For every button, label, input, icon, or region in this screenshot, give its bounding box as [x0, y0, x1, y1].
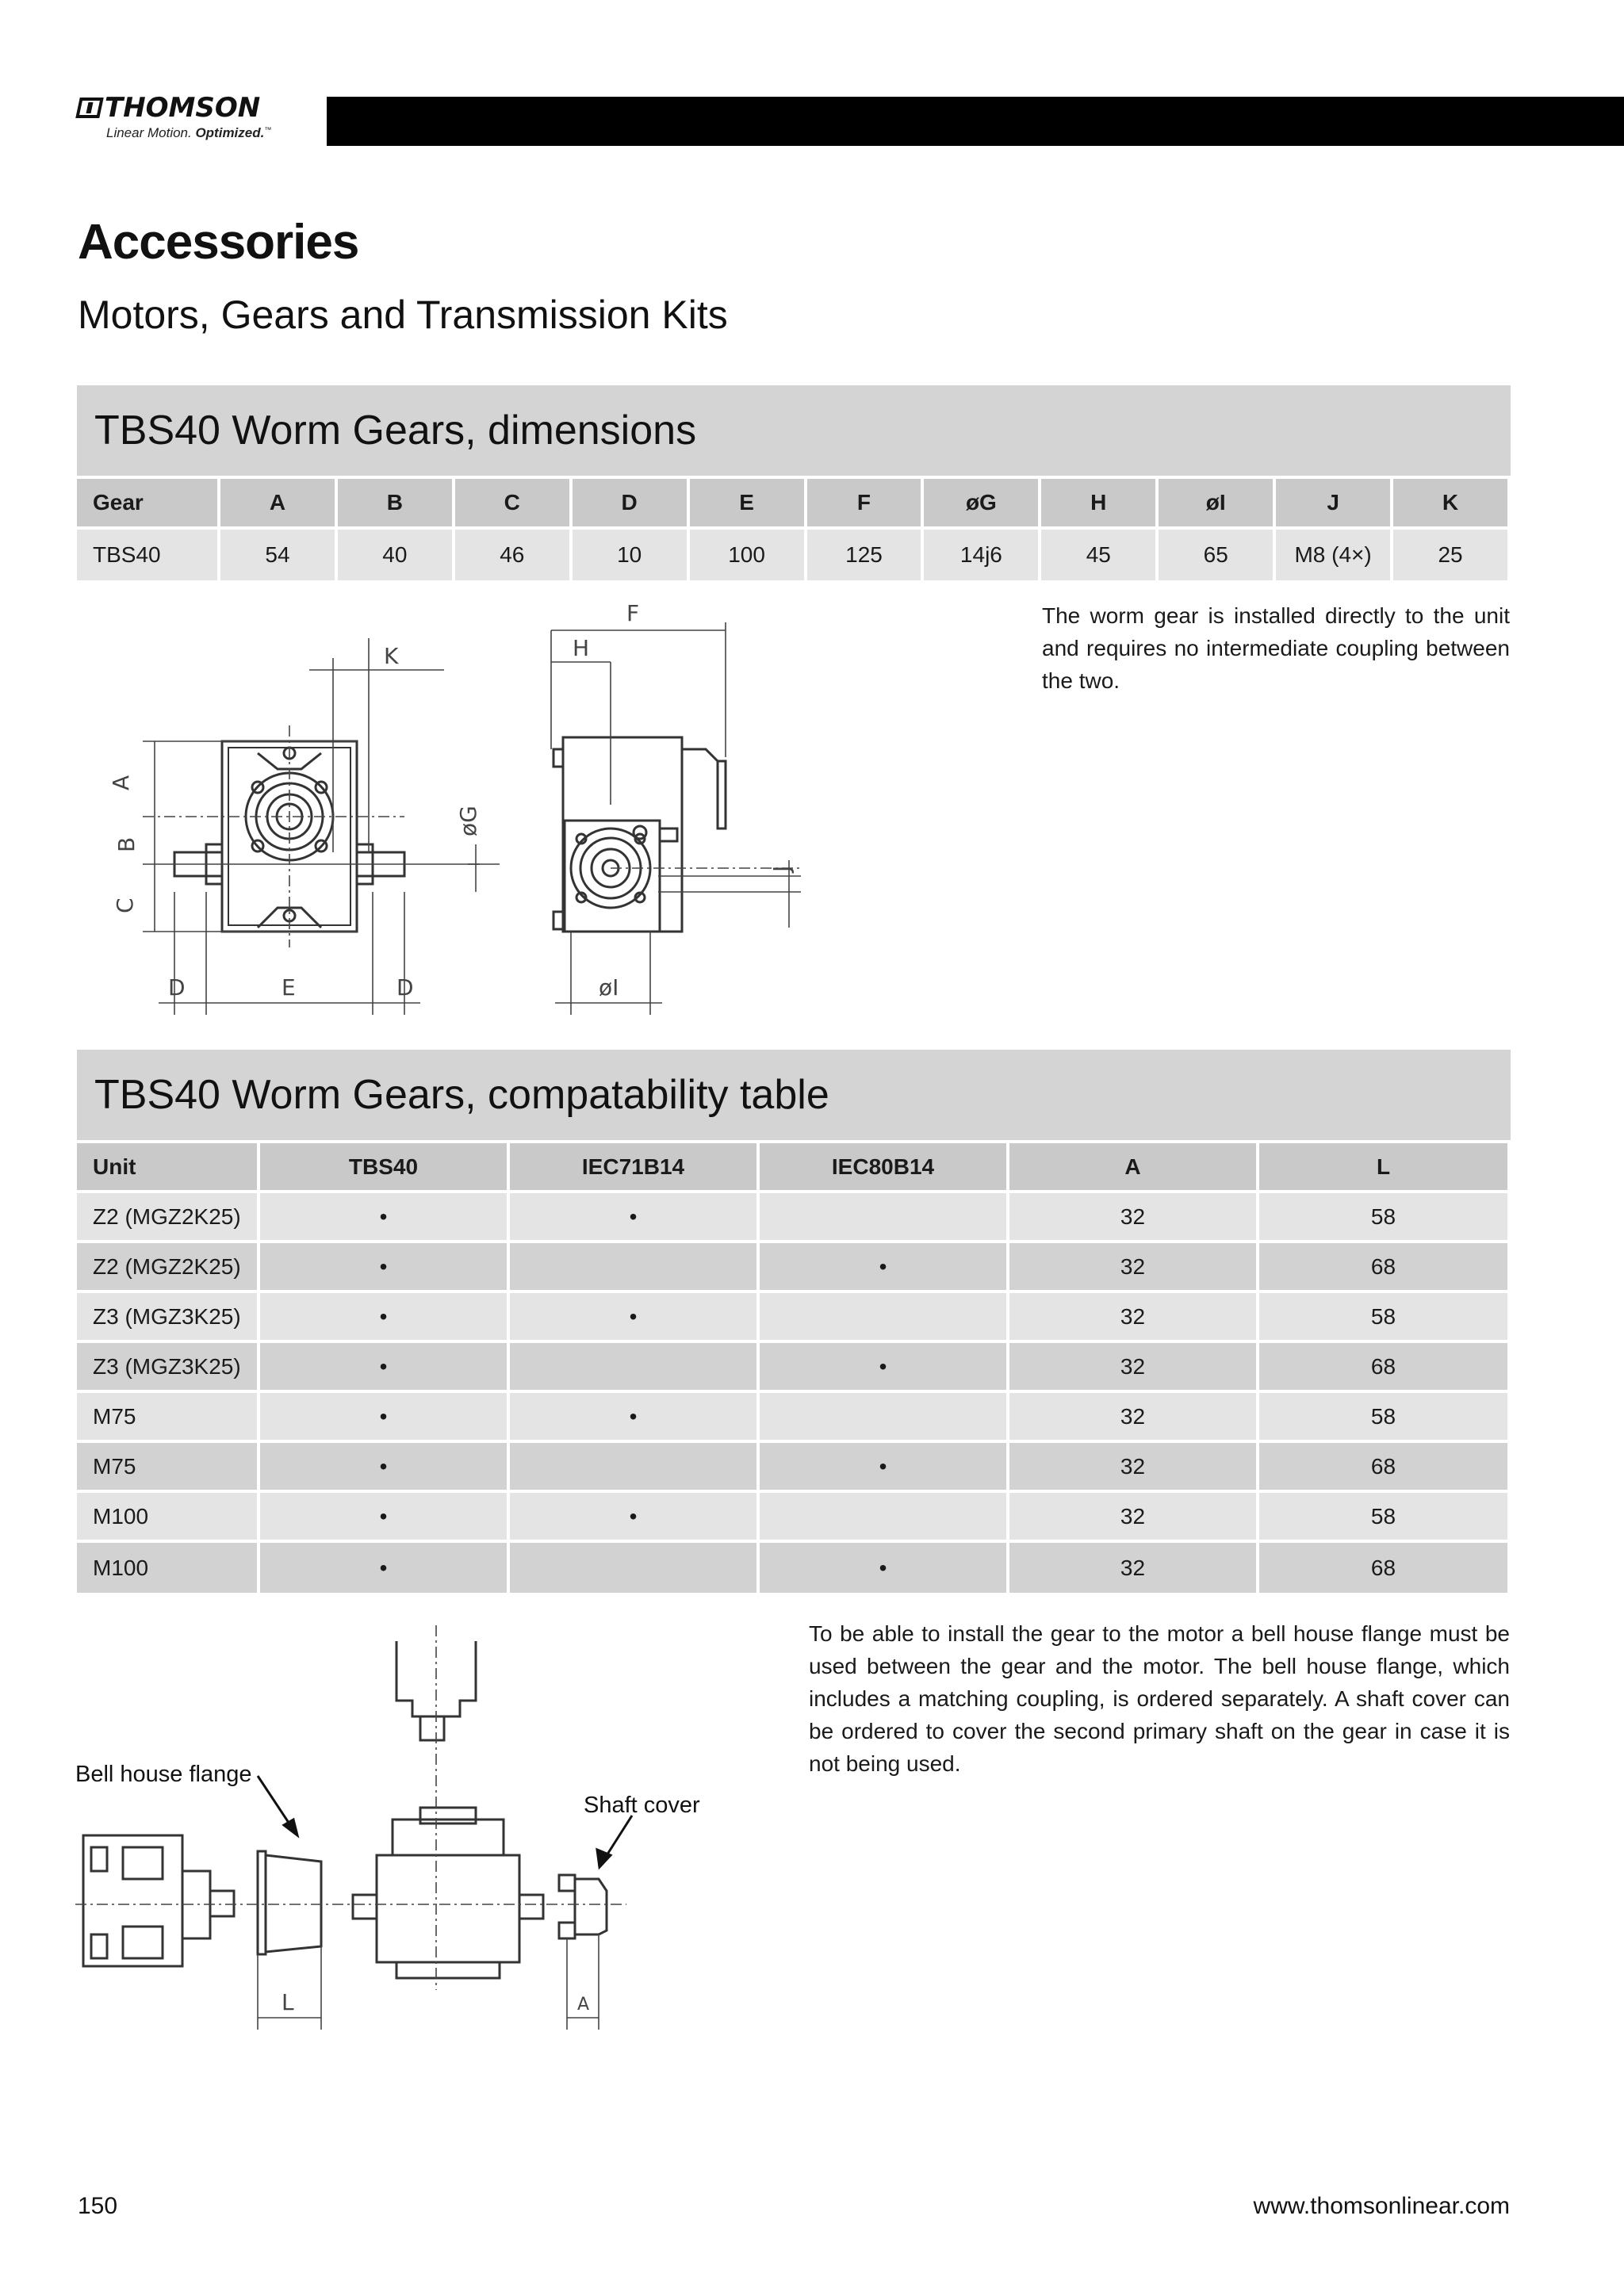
dimensions-header-row [77, 479, 1511, 530]
table-cell: • [510, 1493, 760, 1543]
table-cell [510, 1243, 760, 1293]
table-row [77, 1293, 1511, 1343]
worm-gear-dimension-drawing [71, 591, 833, 1019]
shaft-cover-label: Shaft cover [584, 1793, 700, 1818]
table-row [77, 1543, 1511, 1593]
table-cell [510, 1343, 760, 1393]
table-cell: • [760, 1243, 1009, 1293]
col-header: øI [1159, 479, 1276, 530]
table-row [77, 1193, 1511, 1243]
table-row [77, 1443, 1511, 1493]
motor-outline [83, 1835, 182, 1966]
table-cell: Z2 (MGZ2K25) [77, 1243, 260, 1293]
table-cell: Z3 (MGZ3K25) [77, 1293, 260, 1343]
table-cell [760, 1493, 1009, 1543]
table-cell: • [260, 1443, 510, 1493]
table-cell: 58 [1259, 1293, 1511, 1343]
dim-label-a-cover: A [577, 1995, 590, 2015]
table-cell: 46 [455, 530, 573, 580]
table-cell: TBS40 [77, 530, 220, 580]
table-row [77, 1393, 1511, 1443]
col-header: H [1041, 479, 1159, 530]
table-cell: Z3 (MGZ3K25) [77, 1343, 260, 1393]
col-header: Gear [77, 479, 220, 530]
table-cell: 54 [220, 530, 338, 580]
table-cell: 40 [338, 530, 455, 580]
brand-tagline: Linear Motion. Optimized.™ [106, 125, 272, 140]
table-cell: 68 [1259, 1243, 1511, 1293]
table-cell: • [760, 1343, 1009, 1393]
dimensions-section-heading: TBS40 Worm Gears, dimensions [77, 385, 1511, 476]
table-cell: 68 [1259, 1343, 1511, 1393]
dim-label-a: A [108, 775, 134, 790]
col-header: L [1259, 1143, 1511, 1193]
table-cell: 58 [1259, 1393, 1511, 1443]
thomson-logo [78, 92, 284, 147]
col-header: IEC71B14 [510, 1143, 760, 1193]
col-header: Unit [77, 1143, 260, 1193]
table-cell: • [260, 1193, 510, 1243]
table-cell: • [260, 1493, 510, 1543]
table-cell: 14j6 [924, 530, 1041, 580]
table-cell: M75 [77, 1443, 260, 1493]
thomson-logo-icon [75, 98, 104, 118]
table-cell [760, 1193, 1009, 1243]
dimensions-table [77, 479, 1511, 580]
table-cell: M8 (4×) [1276, 530, 1393, 580]
table-cell: • [260, 1243, 510, 1293]
table-cell: • [510, 1193, 760, 1243]
table-cell: 32 [1009, 1543, 1259, 1593]
worm-gear-note: The worm gear is installed directly to the unit and requires no intermediate coupling between the two. [1042, 603, 1510, 693]
assembly-drawing [71, 1617, 730, 2038]
table-cell: • [260, 1293, 510, 1343]
table-cell: • [760, 1443, 1009, 1493]
table-cell: M100 [77, 1543, 260, 1593]
table-cell: 10 [573, 530, 690, 580]
brand-name: THOMSON [105, 92, 261, 124]
table-cell: 32 [1009, 1343, 1259, 1393]
dim-label-l: L [282, 1989, 294, 2015]
table-cell [510, 1543, 760, 1593]
dim-label-d-left: D [168, 974, 186, 1001]
dim-label-b: B [113, 836, 140, 852]
bell-house-flange-note: To be able to install the gear to the motor a bell house flange must be used between the gear and the motor. The bell house flange, which includes a matching coupling, is ordered separately. A shaft cover can be ordered to cover the second primary shaft on the gear in case it is not being used. [809, 1621, 1510, 1776]
table-cell: M75 [77, 1393, 260, 1443]
compat-header-row [77, 1143, 1511, 1193]
col-header: IEC80B14 [760, 1143, 1009, 1193]
table-cell: 65 [1159, 530, 1276, 580]
table-cell: • [510, 1293, 760, 1343]
table-cell: 68 [1259, 1443, 1511, 1493]
table-cell [760, 1293, 1009, 1343]
table-cell: 32 [1009, 1293, 1259, 1343]
table-row [77, 530, 1511, 580]
table-cell: M100 [77, 1493, 260, 1543]
table-cell: 68 [1259, 1543, 1511, 1593]
col-header: F [807, 479, 925, 530]
col-header: A [220, 479, 338, 530]
dim-label-j: J [768, 865, 795, 872]
table-cell: • [260, 1543, 510, 1593]
table-cell: • [510, 1393, 760, 1443]
col-header: E [690, 479, 807, 530]
dim-label-e: E [282, 974, 296, 1001]
col-header: J [1276, 479, 1393, 530]
dim-label-g: øG [455, 806, 481, 836]
dim-label-k: K [384, 643, 399, 669]
dim-label-h: H [573, 635, 590, 661]
compat-table [77, 1143, 1511, 1593]
table-cell [760, 1393, 1009, 1443]
gear-body [377, 1855, 519, 1962]
table-cell: 32 [1009, 1193, 1259, 1243]
col-header: B [338, 479, 455, 530]
col-header: C [455, 479, 573, 530]
worm-gear-dimension-svg [71, 591, 833, 1019]
table-cell: • [260, 1343, 510, 1393]
table-cell: Z2 (MGZ2K25) [77, 1193, 260, 1243]
compat-section-heading: TBS40 Worm Gears, compatability table [77, 1050, 1511, 1140]
dim-label-i: øI [599, 974, 619, 1001]
page-subtitle: Motors, Gears and Transmission Kits [78, 293, 728, 337]
col-header: øG [924, 479, 1041, 530]
col-header: TBS40 [260, 1143, 510, 1193]
table-row [77, 1243, 1511, 1293]
table-cell: 32 [1009, 1393, 1259, 1443]
page-number: 150 [78, 2193, 118, 2219]
table-row [77, 1343, 1511, 1393]
table-cell: 58 [1259, 1493, 1511, 1543]
table-cell: • [260, 1393, 510, 1443]
footer-url[interactable]: www.thomsonlinear.com [1253, 2193, 1510, 2219]
table-row [77, 1493, 1511, 1543]
col-header: K [1393, 479, 1511, 530]
table-cell: 100 [690, 530, 807, 580]
dim-label-c: C [112, 897, 138, 913]
table-cell: 125 [807, 530, 925, 580]
table-cell: 32 [1009, 1443, 1259, 1493]
bell-house-flange-label: Bell house flange [75, 1762, 252, 1787]
header-bar [327, 97, 1624, 146]
dim-label-f: F [626, 600, 640, 626]
table-cell: 58 [1259, 1193, 1511, 1243]
table-cell: 32 [1009, 1243, 1259, 1293]
table-cell: 32 [1009, 1493, 1259, 1543]
page-title: Accessories [78, 215, 359, 270]
col-header: A [1009, 1143, 1259, 1193]
assembly-svg [71, 1617, 730, 2038]
table-cell: 45 [1041, 530, 1159, 580]
table-cell: • [760, 1543, 1009, 1593]
table-cell [510, 1443, 760, 1493]
dim-label-d-right: D [396, 974, 414, 1001]
table-cell: 25 [1393, 530, 1511, 580]
col-header: D [573, 479, 690, 530]
